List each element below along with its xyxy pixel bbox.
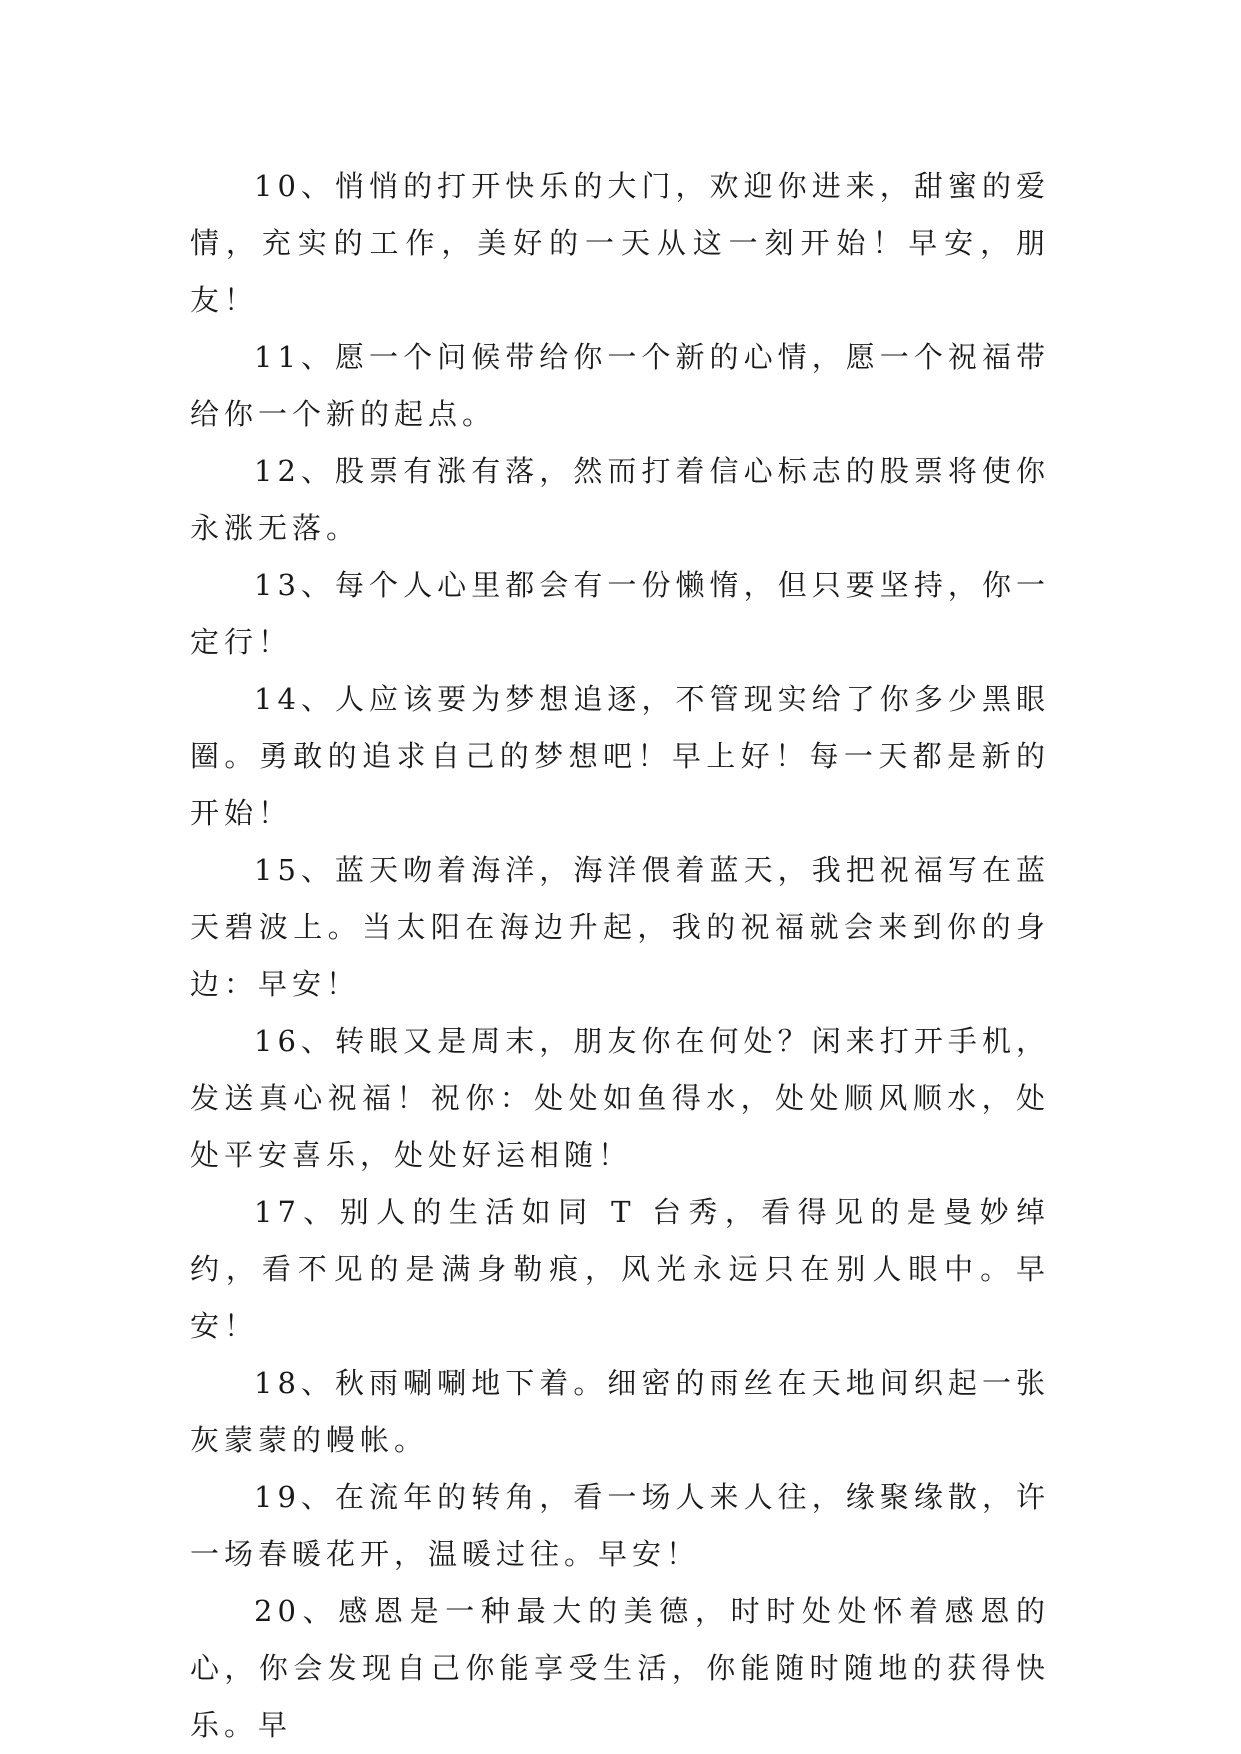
paragraph-10: 10、悄悄的打开快乐的大门，欢迎你进来，甜蜜的爱情，充实的工作，美好的一天从这一刻开始！早安，朋友！ bbox=[190, 169, 1050, 317]
paragraph-15: 15、蓝天吻着海洋，海洋偎着蓝天，我把祝福写在蓝天碧波上。当太阳在海边升起，我的祝福就会来到你的身边：早安！ bbox=[190, 853, 1050, 1001]
paragraph-20: 20、感恩是一种最大的美德，时时处处怀着感恩的心，你会发现自己你能享受生活，你能随时随地的获得快乐。早 bbox=[190, 1594, 1050, 1742]
paragraph-17: 17、别人的生活如同 T 台秀，看得见的是曼妙绰约，看不见的是满身勒痕，风光永远只在别人眼中。早安！ bbox=[190, 1195, 1050, 1343]
paragraph-16: 16、转眼又是周末，朋友你在何处？闲来打开手机，发送真心祝福！祝你：处处如鱼得水，处处顺风顺水，处处平安喜乐，处处好运相随！ bbox=[190, 1024, 1050, 1172]
paragraph-19: 19、在流年的转角，看一场人来人往，缘聚缘散，许一场春暖花开，温暖过往。早安！ bbox=[190, 1480, 1050, 1571]
document-body bbox=[190, 158, 1050, 1754]
paragraph-12: 12、股票有涨有落，然而打着信心标志的股票将使你永涨无落。 bbox=[190, 454, 1050, 545]
paragraph-11: 11、愿一个问候带给你一个新的心情，愿一个祝福带给你一个新的起点。 bbox=[190, 340, 1050, 431]
paragraph-14: 14、人应该要为梦想追逐，不管现实给了你多少黑眼圈。勇敢的追求自己的梦想吧！早上好！每一天都是新的开始！ bbox=[190, 682, 1050, 830]
paragraph-13: 13、每个人心里都会有一份懒惰，但只要坚持，你一定行！ bbox=[190, 568, 1050, 659]
paragraph-18: 18、秋雨唰唰地下着。细密的雨丝在天地间织起一张灰蒙蒙的幔帐。 bbox=[190, 1366, 1050, 1457]
